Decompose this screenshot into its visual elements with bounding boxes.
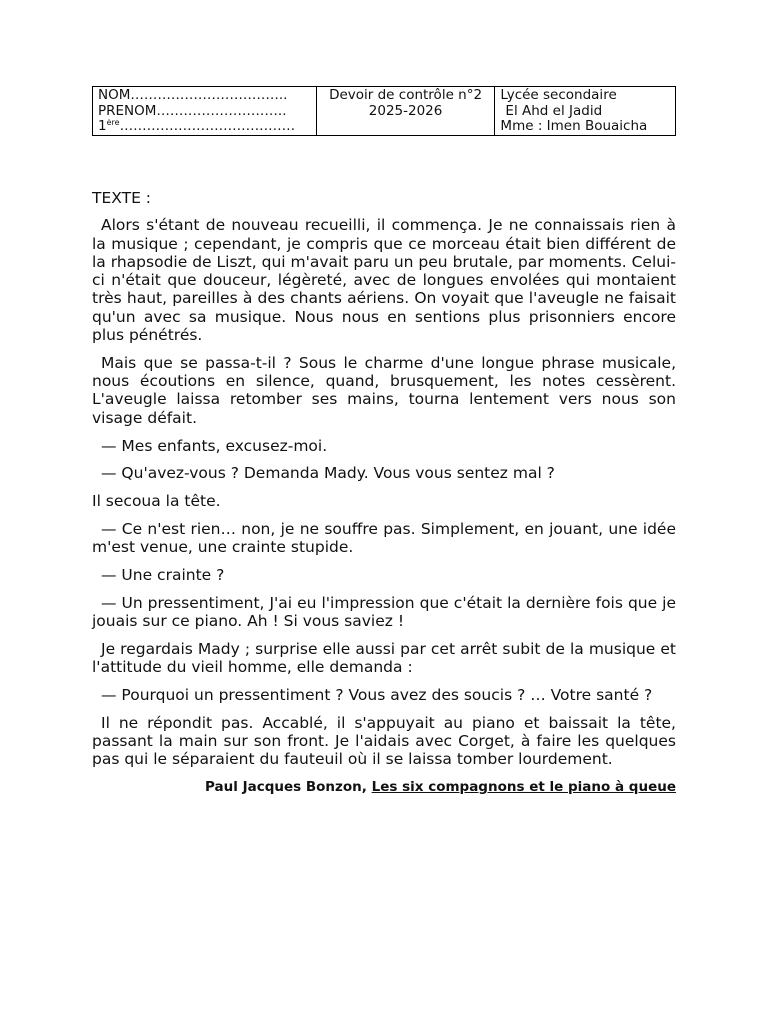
source-citation [92, 778, 676, 796]
text-body [92, 189, 676, 797]
dialogue-line: — Mes enfants, excusez-moi. [101, 436, 328, 455]
dialogue-line: — Ce n'est rien… non, je ne souffre pas. Simplement, en jouant, une idée m'est venue, une crainte stupide. [92, 519, 676, 557]
text-label: TEXTE : [92, 188, 152, 207]
classe-field [98, 119, 311, 135]
exam-title: Devoir de contrôle n°2 [329, 88, 483, 103]
school-name: Lycée secondaire [500, 88, 617, 103]
teacher-name: Mme : Imen Bouaicha [500, 119, 648, 134]
school-info-cell [495, 87, 676, 136]
dialogue-line: — Qu'avez-vous ? Demanda Mady. Vous vous sentez mal ? [101, 464, 555, 483]
student-info-cell [93, 87, 317, 136]
exam-page [92, 86, 676, 797]
dialogue-line: — Une crainte ? [101, 566, 225, 585]
exam-year: 2025-2026 [368, 103, 443, 119]
classe-superscript: ère [106, 119, 120, 127]
paragraph: Je regardais Mady ; surprise elle aussi par cet arrêt subit de la musique et l'attitude du vieil homme, elle demanda : [92, 639, 676, 677]
paragraph: Mais que se passa-t-il ? Sous le charme d'une longue phrase musicale, nous écoutions en silence, quand, brusquement, les notes cessèrent. L'aveugle laissa retomber ses mains, tourna lentement vers nous son visage défait. [92, 353, 676, 427]
dialogue-line: — Pourquoi un pressentiment ? Vous avez des soucis ? … Votre santé ? [101, 686, 653, 705]
nom-field: NOM…………………………….. [98, 88, 288, 103]
paragraph: Il ne répondit pas. Accablé, il s'appuyait au piano et baissait la tête, passant la main sur son front. Je l'aidais avec Corget, à faire les quelques pas qui le séparaient du fauteuil où il se laissa tomber lourdement. [92, 713, 676, 769]
paragraph: Alors s'étant de nouveau recueilli, il commença. Je ne connaissais rien à la musique ; cependant, je compris que ce morceau était bien différent de la rhapsodie de Liszt, qui m'avait paru un peu brutale, par moments. Celui-ci n'était que douceur, légèreté, avec de longues envolées qui montaient très haut, pareilles à des chants aériens. On voyait que l'aveugle ne faisait qu'un avec sa musique. Nous nous en sentions plus prisonniers encore plus pénétrés. [92, 216, 676, 345]
header-table [92, 86, 676, 136]
exam-info-cell [316, 87, 495, 136]
prenom-field: PRENOM……………………….. [98, 103, 287, 119]
school-place: El Ahd el Jadid [505, 103, 603, 119]
author-name: Paul Jacques Bonzon, [204, 779, 367, 796]
dialogue-line: — Un pressentiment, J'ai eu l'impression que c'était la dernière fois que je jouais sur ce piano. Ah ! Si vous saviez ! [92, 593, 676, 631]
classe-prefix: 1 [98, 119, 107, 134]
paragraph: Il secoua la tête. [92, 492, 221, 511]
classe-dots: ………………………………… [119, 119, 296, 134]
work-title: Les six compagnons et le piano à queue [371, 779, 676, 796]
